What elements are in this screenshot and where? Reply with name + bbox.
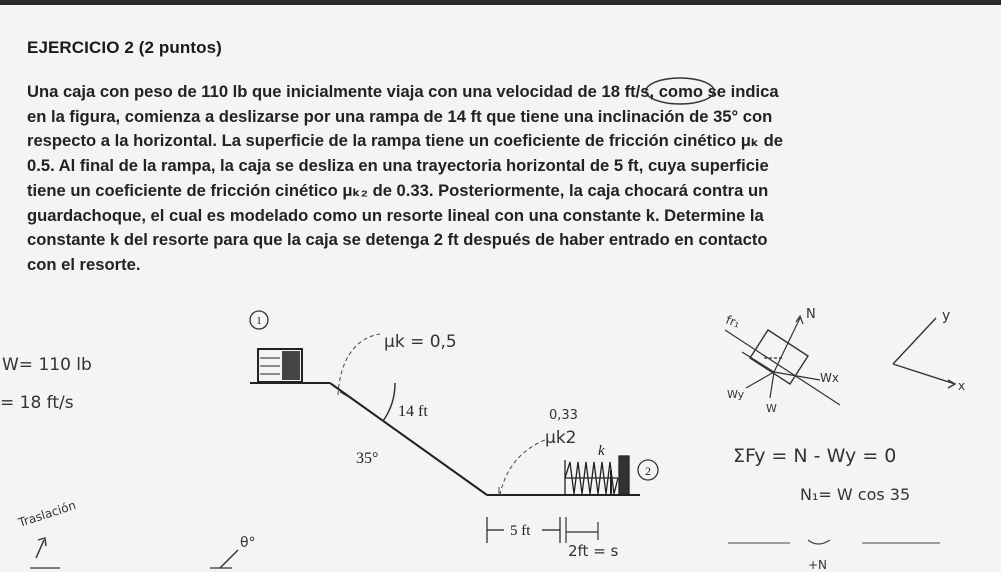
velocity-circle-mark bbox=[646, 78, 714, 104]
fbd-wx-label: Wx bbox=[820, 371, 839, 385]
fbd-friction-label: fr₁ bbox=[723, 312, 742, 331]
statement-line: en la figura, comienza a deslizarse por una rampa de 14 ft que tiene una inclinación de 35° con bbox=[27, 106, 773, 126]
velocity-note: = 18 ft/s bbox=[0, 393, 74, 413]
statement-line: guardachoque, el cual es modelado como un resorte lineal con una constante k. Determine la bbox=[27, 205, 764, 225]
horizontal-length-label: 5 ft bbox=[510, 523, 531, 539]
axis-x-label: x bbox=[958, 379, 966, 393]
sum-fy-equation: ΣFy = N - Wy = 0 bbox=[733, 445, 897, 467]
statement-line: respecto a la horizontal. La superficie de la rampa tiene un coeficiente de fricción cinético μₖ de bbox=[27, 131, 783, 151]
ramp-length-label: 14 ft bbox=[398, 403, 428, 420]
axes-icon bbox=[893, 318, 955, 388]
bottom-arc bbox=[808, 540, 830, 544]
mu-k2-note: μk2 bbox=[545, 428, 577, 448]
fbd-wy-label: Wy bbox=[727, 388, 745, 401]
fbd-w-label: W bbox=[766, 402, 777, 415]
weight-note: W= 110 lb bbox=[2, 355, 92, 375]
normal-force-equation: N₁= W cos 35 bbox=[800, 485, 911, 504]
state-2-label: 2 bbox=[645, 464, 651, 478]
exercise-heading: EJERCICIO 2 (2 puntos) bbox=[27, 38, 222, 57]
axis-y-label: y bbox=[942, 308, 951, 324]
dimension-2ft bbox=[566, 517, 598, 543]
translation-note: Traslación bbox=[16, 498, 78, 530]
statement-line: tiene un coeficiente de fricción cinético μₖ₂ de 0.33. Posteriormente, la caja chocará contra un bbox=[27, 180, 769, 200]
mu-k2-value-note: 0,33 bbox=[549, 408, 578, 423]
statement-line: constante k del resorte para que la caja se detenga 2 ft después de haber entrado en contacto bbox=[27, 230, 768, 250]
spring-label: k bbox=[598, 443, 605, 459]
state-1-label: 1 bbox=[256, 315, 262, 327]
theta-arrow-icon bbox=[220, 550, 238, 568]
angle-label: 35° bbox=[356, 450, 379, 467]
fbd-normal-label: N bbox=[806, 307, 816, 322]
mu-k-leader bbox=[338, 334, 380, 395]
mu-k2-leader bbox=[500, 440, 545, 495]
theta-note: θ° bbox=[240, 535, 256, 551]
statement-line: Una caja con peso de 110 lb que inicialmente viaja con una velocidad de 18 ft/s, como se indica bbox=[27, 82, 779, 101]
statement-line: 0.5. Al final de la rampa, la caja se desliza en una trayectoria horizontal de 5 ft, cuya superficie bbox=[27, 156, 769, 176]
bottom-n-note: +N bbox=[808, 558, 828, 572]
statement-line: con el resorte. bbox=[27, 254, 141, 274]
mu-k-note: μk = 0,5 bbox=[384, 332, 457, 352]
spring-compression-note: 2ft = s bbox=[568, 542, 619, 560]
angle-arc bbox=[383, 383, 395, 421]
spring-icon bbox=[565, 456, 629, 494]
translation-arrow-icon bbox=[36, 540, 44, 558]
box-icon bbox=[258, 349, 302, 382]
